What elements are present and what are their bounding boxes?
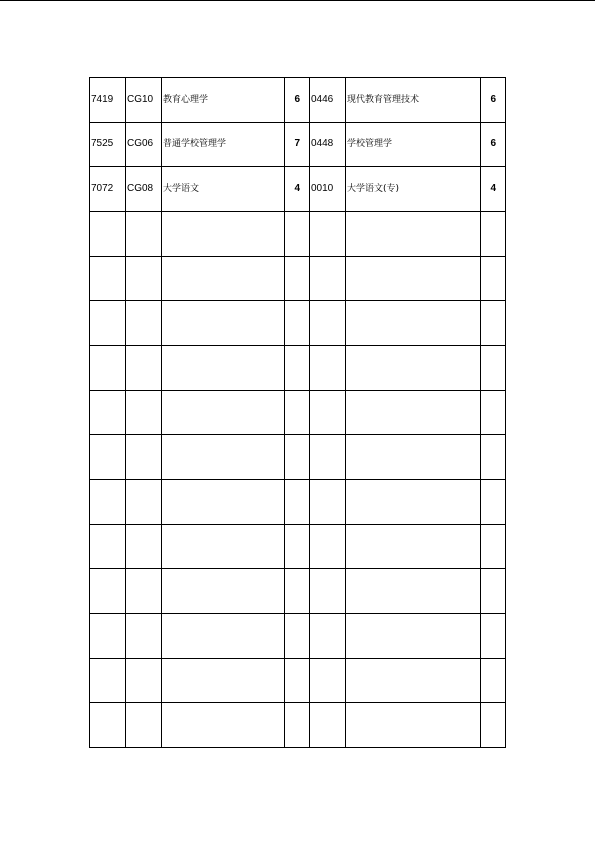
empty-table-row [90,524,506,569]
empty-cell [126,211,162,256]
top-rule [0,0,595,1]
empty-cell [90,211,126,256]
cell-code: 7072 [90,167,126,212]
empty-cell [310,479,346,524]
cell-replace-code: 0448 [310,122,346,167]
empty-table-row [90,390,506,435]
cell-replace-code: 0010 [310,167,346,212]
empty-cell [346,256,481,301]
empty-table-row [90,658,506,703]
empty-cell [162,211,285,256]
empty-cell [481,479,506,524]
empty-cell [310,345,346,390]
empty-cell [162,524,285,569]
empty-cell [346,211,481,256]
empty-cell [310,569,346,614]
empty-cell [346,658,481,703]
empty-cell [90,569,126,614]
empty-cell [162,256,285,301]
cell-code: 7419 [90,78,126,123]
empty-cell [90,435,126,480]
empty-cell [310,613,346,658]
empty-cell [126,390,162,435]
empty-cell [90,345,126,390]
empty-cell [481,435,506,480]
empty-cell [481,658,506,703]
empty-cell [126,703,162,748]
empty-cell [90,658,126,703]
cell-course-name: 普通学校管理学 [162,122,285,167]
cell-credits: 7 [285,122,310,167]
course-table [89,77,506,748]
empty-cell [285,390,310,435]
empty-table-row [90,211,506,256]
empty-cell [126,435,162,480]
table-row [90,167,506,212]
empty-cell [481,703,506,748]
empty-cell [346,301,481,346]
empty-cell [346,703,481,748]
empty-cell [346,435,481,480]
empty-cell [126,345,162,390]
empty-table-row [90,301,506,346]
empty-cell [90,256,126,301]
empty-cell [346,524,481,569]
cell-credits: 6 [285,78,310,123]
empty-cell [285,435,310,480]
empty-cell [346,569,481,614]
empty-cell [481,301,506,346]
empty-cell [310,211,346,256]
empty-cell [90,301,126,346]
empty-cell [162,390,285,435]
cell-replace-name: 现代教育管理技术 [346,78,481,123]
empty-cell [126,524,162,569]
cell-replace-code: 0446 [310,78,346,123]
empty-cell [481,613,506,658]
cell-replace-credits: 6 [481,122,506,167]
empty-cell [126,658,162,703]
cell-replace-credits: 4 [481,167,506,212]
empty-cell [481,345,506,390]
empty-cell [162,658,285,703]
empty-cell [346,390,481,435]
empty-cell [310,390,346,435]
cell-course-code: CG10 [126,78,162,123]
empty-cell [285,479,310,524]
empty-cell [285,524,310,569]
table-row [90,122,506,167]
empty-cell [90,390,126,435]
empty-table-row [90,479,506,524]
empty-table-row [90,256,506,301]
empty-cell [285,613,310,658]
empty-cell [481,256,506,301]
table-row [90,78,506,123]
empty-cell [310,703,346,748]
cell-course-name: 大学语文 [162,167,285,212]
empty-cell [126,613,162,658]
empty-table-row [90,613,506,658]
empty-table-row [90,345,506,390]
empty-cell [162,301,285,346]
empty-cell [162,435,285,480]
empty-cell [310,435,346,480]
cell-code: 7525 [90,122,126,167]
empty-cell [126,479,162,524]
empty-cell [285,569,310,614]
empty-cell [90,524,126,569]
empty-cell [346,345,481,390]
empty-cell [126,569,162,614]
empty-cell [162,345,285,390]
empty-cell [126,256,162,301]
empty-cell [285,301,310,346]
empty-cell [481,569,506,614]
empty-cell [310,256,346,301]
empty-cell [285,345,310,390]
empty-cell [310,658,346,703]
empty-cell [481,524,506,569]
empty-cell [90,703,126,748]
empty-cell [162,569,285,614]
empty-cell [285,256,310,301]
empty-table-row [90,703,506,748]
cell-course-name: 教育心理学 [162,78,285,123]
empty-cell [481,211,506,256]
cell-replace-name: 学校管理学 [346,122,481,167]
empty-cell [346,613,481,658]
empty-cell [90,479,126,524]
empty-cell [285,658,310,703]
empty-cell [346,479,481,524]
empty-cell [310,301,346,346]
cell-replace-name: 大学语文(专) [346,167,481,212]
empty-cell [90,613,126,658]
cell-replace-credits: 6 [481,78,506,123]
empty-cell [285,703,310,748]
empty-cell [126,301,162,346]
empty-table-row [90,569,506,614]
cell-course-code: CG08 [126,167,162,212]
empty-table-row [90,435,506,480]
empty-cell [481,390,506,435]
empty-cell [285,211,310,256]
empty-cell [162,703,285,748]
empty-cell [162,479,285,524]
empty-cell [162,613,285,658]
cell-credits: 4 [285,167,310,212]
cell-course-code: CG06 [126,122,162,167]
empty-cell [310,524,346,569]
